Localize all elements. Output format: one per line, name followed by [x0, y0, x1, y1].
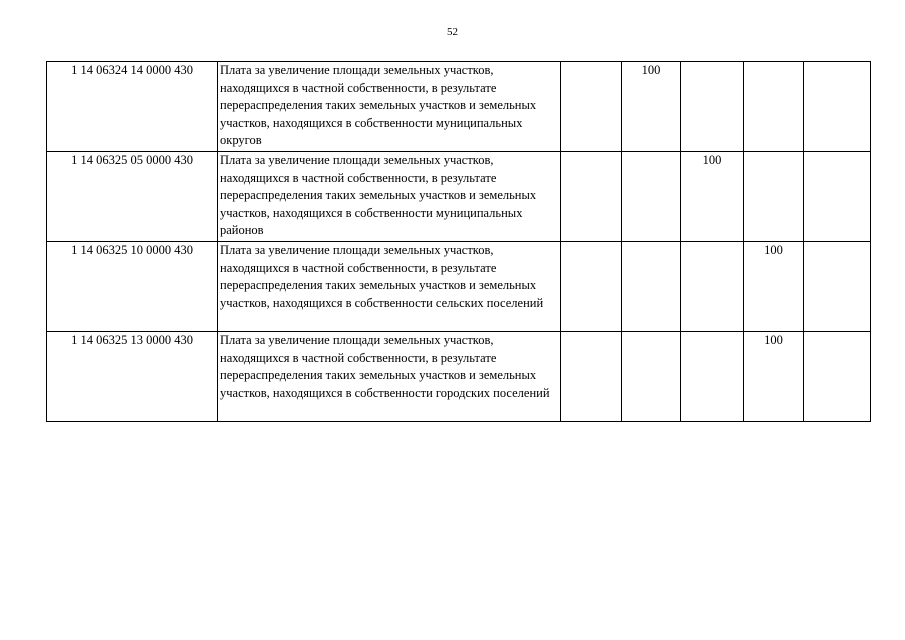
- table-row: [47, 242, 871, 332]
- budget-code-cell: 1 14 06324 14 0000 430: [47, 62, 218, 152]
- budget-code-cell: 1 14 06325 05 0000 430: [47, 152, 218, 242]
- table-row: [47, 332, 871, 422]
- revenue-name-cell: Плата за увеличение площади земельных участков, находящихся в частной собственности, в результате перераспределения таких земельных участков и земельных участков, находящихся в собственности муниципальных районов: [218, 152, 561, 242]
- revenue-code-table: [46, 61, 871, 422]
- value-cell: [804, 152, 871, 242]
- revenue-name-cell: Плата за увеличение площади земельных участков, находящихся в частной собственности, в результате перераспределения таких земельных участков и земельных участков, находящихся в собственности сельских поселений: [218, 242, 561, 332]
- budget-code-cell: 1 14 06325 10 0000 430: [47, 242, 218, 332]
- value-cell: [622, 242, 681, 332]
- value-cell: [804, 332, 871, 422]
- value-cell: [622, 152, 681, 242]
- value-cell: 100: [744, 242, 804, 332]
- value-cell: [744, 62, 804, 152]
- value-cell: [681, 332, 744, 422]
- value-cell: 100: [681, 152, 744, 242]
- revenue-name-cell: Плата за увеличение площади земельных участков, находящихся в частной собственности, в результате перераспределения таких земельных участков и земельных участков, находящихся в собственности муниципальных округов: [218, 62, 561, 152]
- value-cell: [681, 242, 744, 332]
- value-cell: [804, 242, 871, 332]
- value-cell: [681, 62, 744, 152]
- table-row: [47, 152, 871, 242]
- value-cell: [561, 332, 622, 422]
- table-row: [47, 62, 871, 152]
- value-cell: 100: [744, 332, 804, 422]
- page-number: 52: [447, 26, 458, 38]
- budget-code-cell: 1 14 06325 13 0000 430: [47, 332, 218, 422]
- revenue-name-cell: Плата за увеличение площади земельных участков, находящихся в частной собственности, в результате перераспределения таких земельных участков и земельных участков, находящихся в собственности городских поселений: [218, 332, 561, 422]
- value-cell: [561, 152, 622, 242]
- value-cell: [622, 332, 681, 422]
- value-cell: 100: [622, 62, 681, 152]
- value-cell: [804, 62, 871, 152]
- value-cell: [561, 62, 622, 152]
- value-cell: [744, 152, 804, 242]
- value-cell: [561, 242, 622, 332]
